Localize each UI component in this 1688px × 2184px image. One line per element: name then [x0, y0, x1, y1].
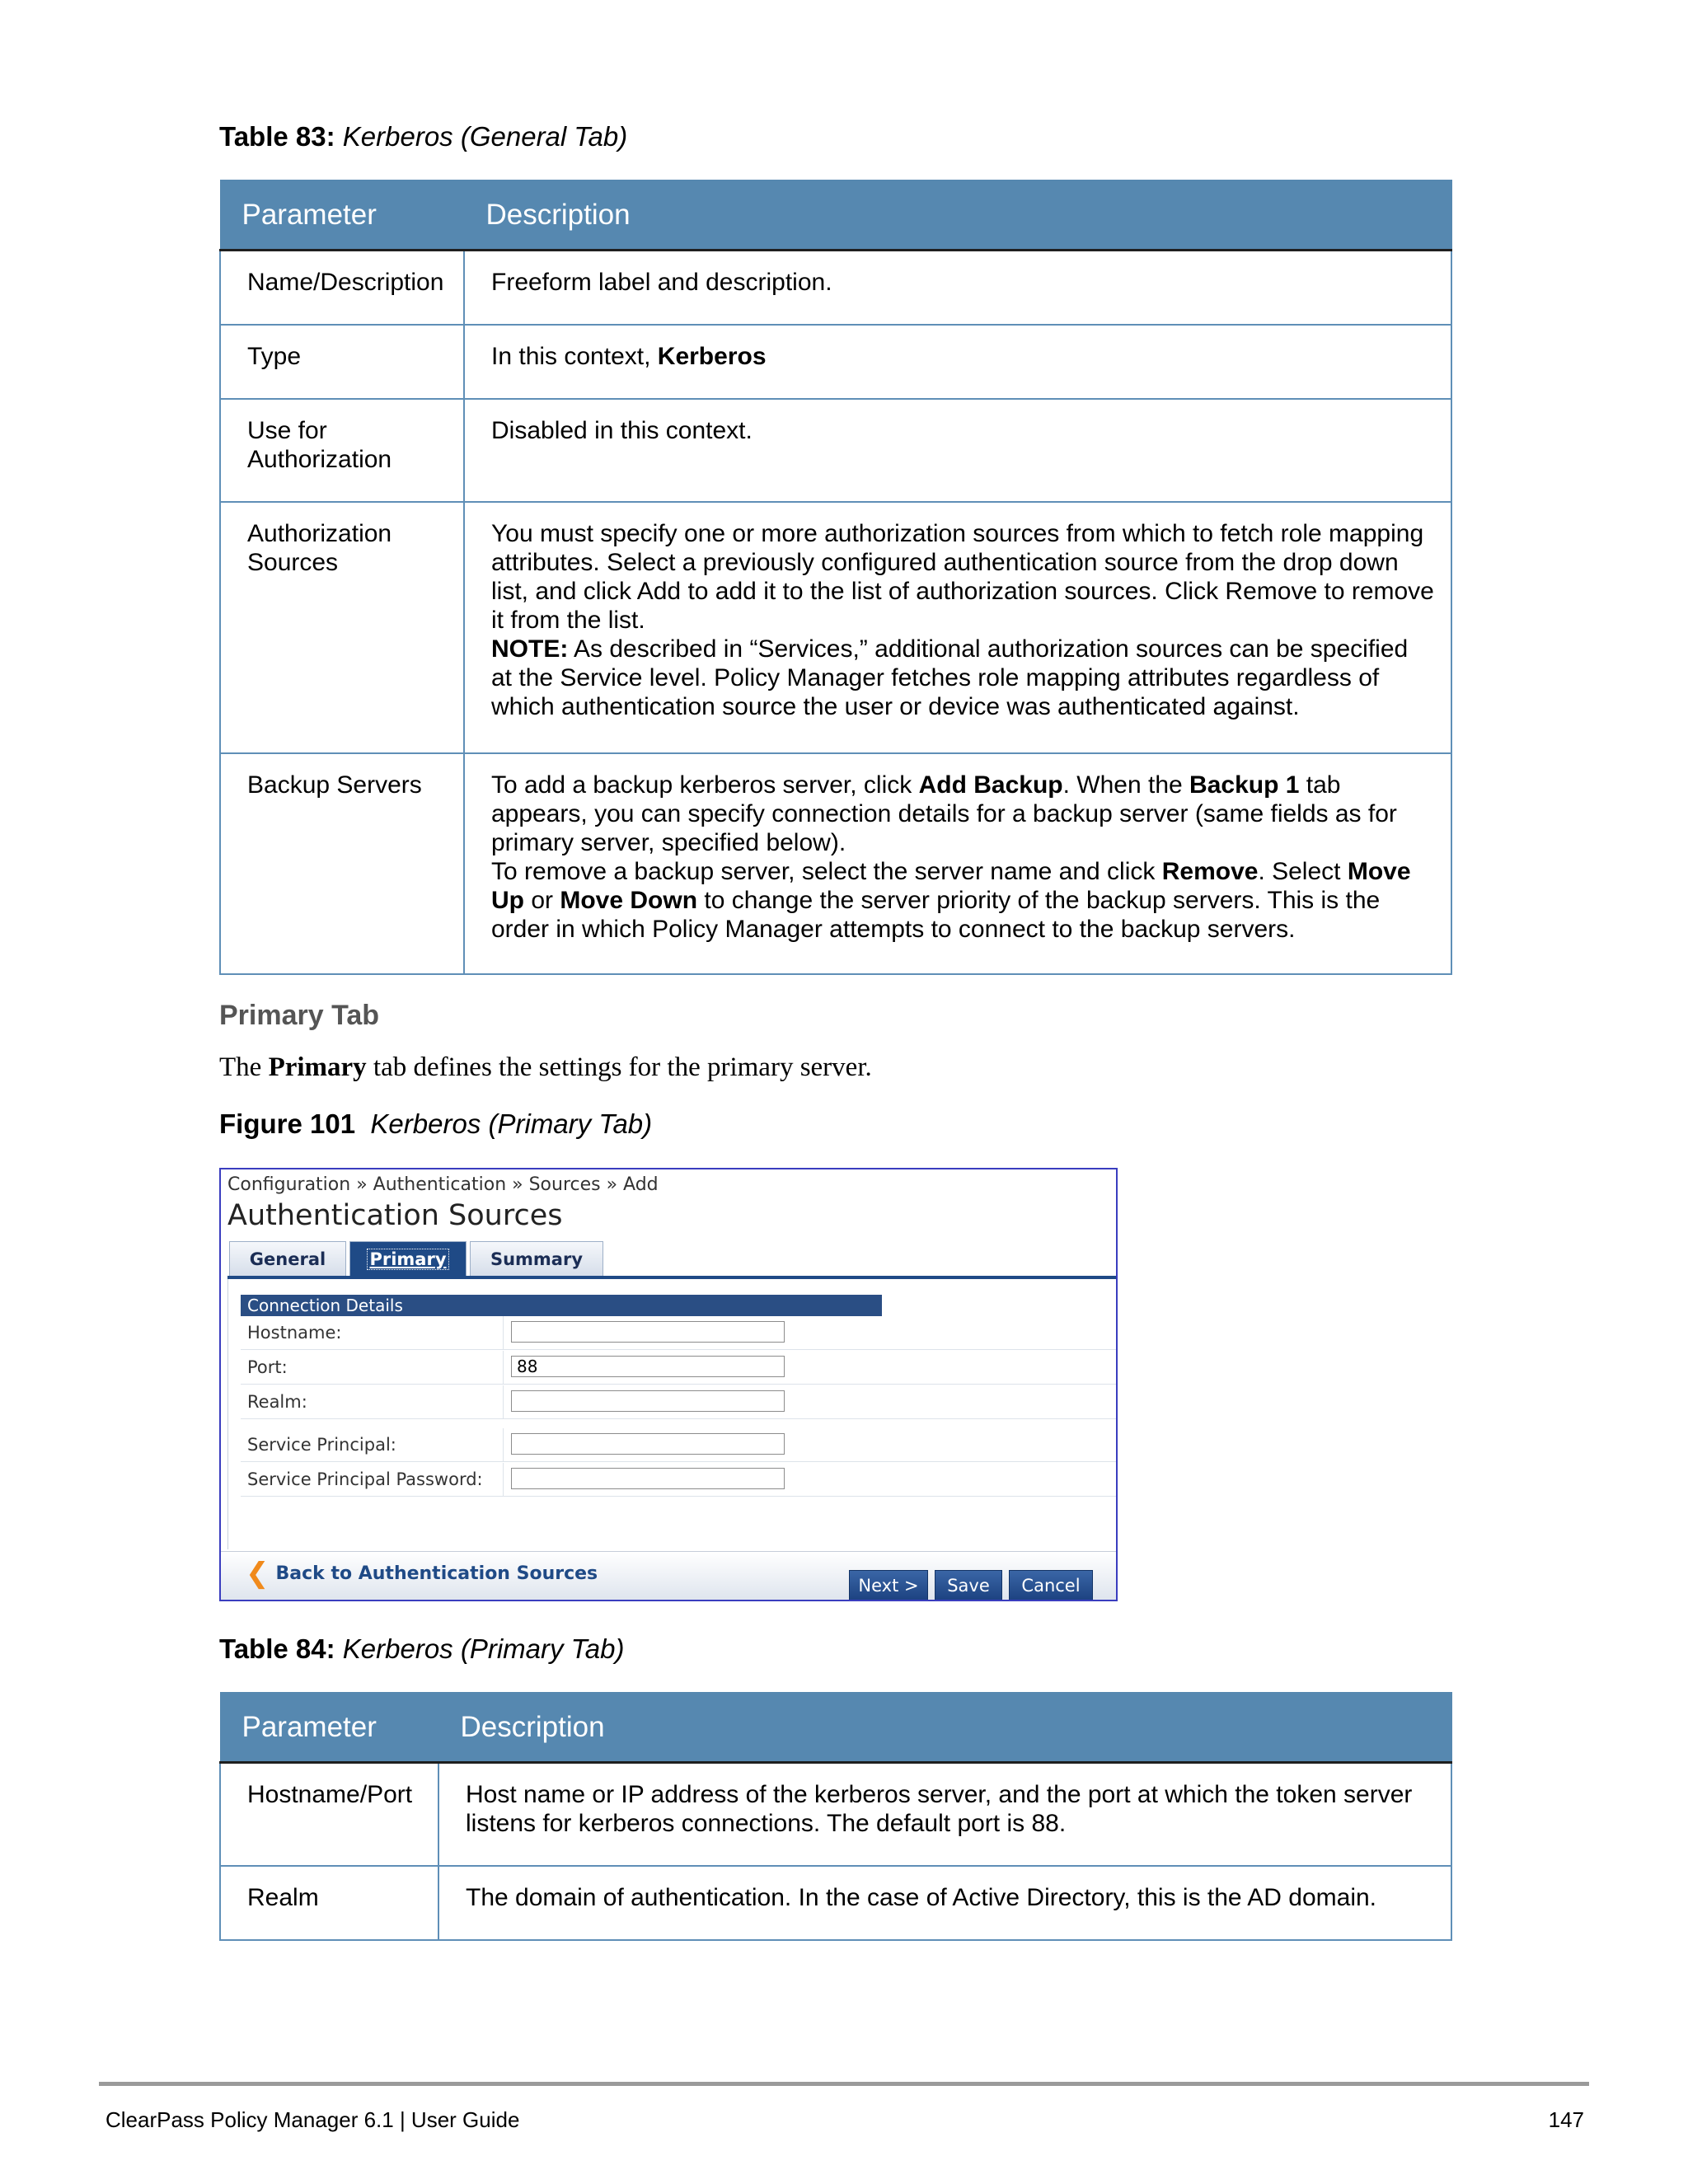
desc-keyword: Backup 1 — [1189, 771, 1300, 799]
desc-text: To remove a backup server, select the server name and click — [491, 857, 1162, 885]
desc-text: tab appears, you can specify connection details for a backup server (same fields as for primary server, specified below). — [491, 771, 1397, 856]
form-row-realm — [241, 1385, 1116, 1419]
desc-keyword: Add Backup — [918, 771, 1063, 799]
row-divider — [503, 1316, 504, 1349]
form-row-service-principal-password — [241, 1463, 1116, 1497]
figure-screenshot — [219, 1168, 1118, 1601]
table-row — [220, 399, 1451, 502]
connection-details-header: Connection Details — [241, 1295, 882, 1316]
param-cell: Authorization Sources — [220, 502, 464, 753]
tab-primary[interactable] — [349, 1241, 467, 1276]
page-title: Authentication Sources — [227, 1199, 563, 1232]
desc-cell — [464, 753, 1451, 974]
desc-text: You must specify one or more authorization sources from which to fetch role mapping attributes. Select a previously configured authentication source from the drop down list, and click Add to add it to the list of authorization sources. Click Remove to remove it from the list. — [491, 519, 1434, 634]
table-83 — [219, 180, 1452, 975]
desc-text: In this context, — [491, 342, 658, 370]
header-description: Description — [464, 180, 1451, 251]
header-parameter: Parameter — [220, 1692, 438, 1763]
header-description: Description — [438, 1692, 1451, 1763]
param-cell: Use for Authorization — [220, 399, 464, 502]
footer-guide-title: ClearPass Policy Manager 6.1 | User Guide — [106, 2107, 520, 2132]
desc-keyword: Move Up — [491, 857, 1411, 914]
table-row — [220, 1866, 1451, 1940]
row-divider — [503, 1463, 504, 1496]
desc-cell: Host name or IP address of the kerberos server, and the port at which the token server listens for kerberos connections. The default port is 88. — [438, 1763, 1451, 1866]
table-header-row — [220, 180, 1451, 251]
table-row — [220, 502, 1451, 753]
param-cell: Hostname/Port — [220, 1763, 438, 1866]
desc-text: . When the — [1062, 771, 1190, 799]
desc-keyword: Move Down — [560, 886, 698, 914]
table-caption-title: Kerberos (Primary Tab) — [342, 1633, 625, 1664]
form-row-service-principal — [241, 1428, 1116, 1462]
param-cell: Realm — [220, 1866, 438, 1940]
desc-cell — [464, 325, 1451, 399]
header-parameter: Parameter — [220, 180, 464, 251]
table-caption-label: Table 84: — [219, 1633, 335, 1664]
desc-text: . Select — [1258, 857, 1348, 885]
service-principal-password-input[interactable] — [511, 1468, 785, 1489]
port-input[interactable]: 88 — [511, 1356, 785, 1377]
form-row-hostname — [241, 1316, 1116, 1350]
desc-cell — [464, 502, 1451, 753]
table-caption-label: Table 83: — [219, 121, 335, 152]
field-label: Realm: — [247, 1392, 307, 1412]
desc-keyword: Kerberos — [657, 342, 767, 370]
note-label: NOTE: — [491, 635, 569, 663]
table-header-row — [220, 1692, 1451, 1763]
note-text — [491, 635, 1434, 721]
table-83-caption — [219, 121, 627, 152]
desc-paragraph — [491, 771, 1434, 857]
tab-label: Summary — [490, 1249, 584, 1269]
form-footer — [221, 1551, 1116, 1600]
cancel-button[interactable]: Cancel — [1009, 1570, 1093, 1601]
body-keyword: Primary — [268, 1052, 367, 1082]
figure-label: Figure 101 — [219, 1108, 356, 1139]
table-row — [220, 251, 1451, 325]
field-label: Service Principal Password: — [247, 1469, 483, 1489]
figure-caption — [219, 1108, 652, 1140]
back-link[interactable] — [246, 1557, 598, 1590]
field-label: Service Principal: — [247, 1435, 396, 1455]
row-divider — [503, 1385, 504, 1418]
breadcrumb[interactable]: Configuration » Authentication » Sources » Add — [227, 1174, 659, 1195]
table-caption-title: Kerberos (General Tab) — [342, 121, 628, 152]
tab-summary[interactable] — [470, 1241, 603, 1276]
realm-input[interactable] — [511, 1390, 785, 1412]
chevron-left-icon: ❮ — [246, 1557, 270, 1590]
field-label: Port: — [247, 1357, 288, 1377]
table-84 — [219, 1692, 1452, 1941]
body-text: The — [219, 1052, 269, 1082]
desc-paragraph — [491, 857, 1434, 944]
figure-title: Kerberos (Primary Tab) — [370, 1108, 653, 1139]
param-cell: Type — [220, 325, 464, 399]
desc-keyword: Remove — [1161, 857, 1259, 885]
form-row-port — [241, 1351, 1116, 1385]
param-cell: Backup Servers — [220, 753, 464, 974]
next-button[interactable]: Next > — [849, 1570, 928, 1601]
table-row — [220, 753, 1451, 974]
back-link-label: Back to Authentication Sources — [275, 1563, 598, 1584]
row-divider — [503, 1428, 504, 1461]
tab-label: Primary — [367, 1249, 448, 1270]
desc-cell: Freeform label and description. — [464, 251, 1451, 325]
desc-cell: The domain of authentication. In the case of Active Directory, this is the AD domain. — [438, 1866, 1451, 1940]
field-label: Hostname: — [247, 1323, 342, 1343]
footer-rule — [99, 2082, 1589, 2086]
page-number: 147 — [1548, 2107, 1584, 2132]
body-text: tab defines the settings for the primary server. — [366, 1052, 872, 1082]
tab-label: General — [249, 1249, 326, 1269]
section-paragraph — [219, 1052, 872, 1083]
note-body: As described in “Services,” additional authorization sources can be specified at the Service level. Policy Manager fetches role mapping attributes regardless of which authentication source the user or device was authenticated against. — [491, 635, 1409, 720]
table-row — [220, 325, 1451, 399]
tab-general[interactable] — [229, 1241, 346, 1276]
row-divider — [503, 1351, 504, 1384]
table-row — [220, 1763, 1451, 1866]
desc-cell: Disabled in this context. — [464, 399, 1451, 502]
desc-text: or — [524, 886, 560, 914]
save-button[interactable]: Save — [935, 1570, 1002, 1601]
param-cell: Name/Description — [220, 251, 464, 325]
hostname-input[interactable] — [511, 1321, 785, 1343]
section-heading: Primary Tab — [219, 1000, 380, 1031]
desc-text: to change the server priority of the backup servers. This is the order in which Policy Manager attempts to connect to the backup servers. — [491, 886, 1381, 943]
desc-text: To add a backup kerberos server, click — [491, 771, 919, 799]
table-84-caption — [219, 1633, 625, 1665]
service-principal-input[interactable] — [511, 1433, 785, 1455]
